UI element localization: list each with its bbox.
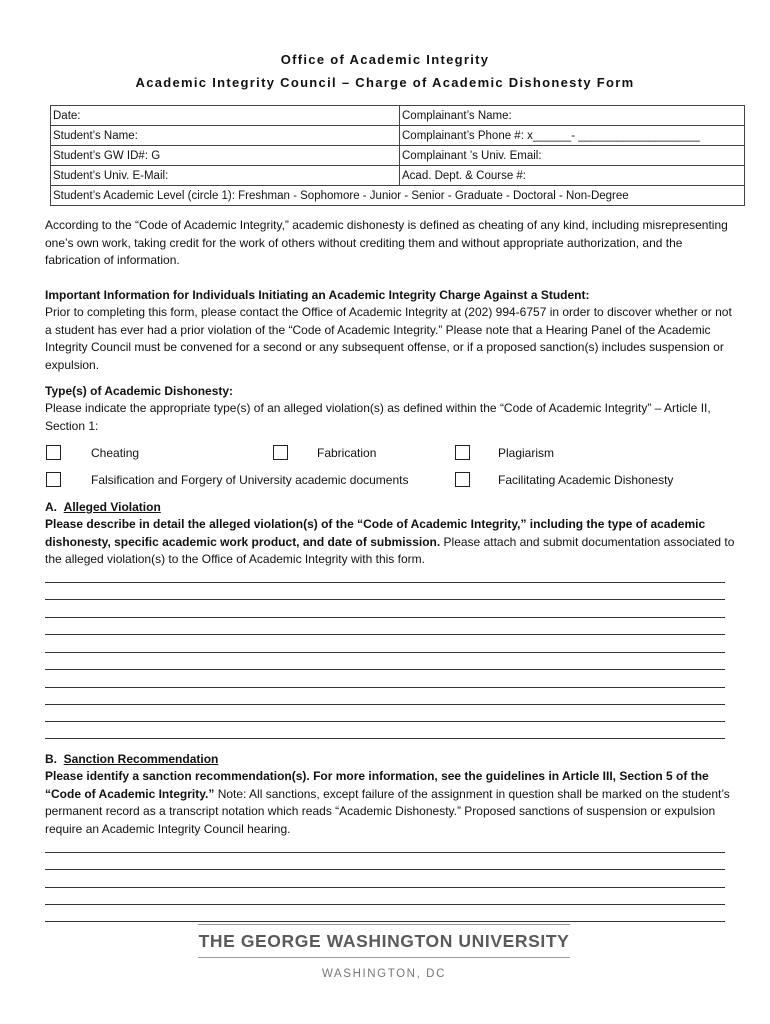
table-row [51, 166, 745, 186]
sanction-answer-line[interactable] [45, 887, 725, 888]
table-row [51, 106, 745, 126]
violation-answer-line[interactable] [45, 669, 725, 670]
fabrication-label: Fabrication [317, 446, 377, 460]
section-b-normal-text: Note: All sanctions, except failure of the assignment in question shall be marked on the student’s permanent record as a transcript notation which reads “Academic Dishonesty.” Proposed sanctions of suspension or expulsion require an Academic Integrity Council hearing. [45, 786, 730, 836]
section-b-title: Sanction Recommendation [63, 752, 219, 766]
cheating-label: Cheating [91, 446, 140, 460]
plagiarism-label: Plagiarism [498, 446, 555, 460]
cheating-checkbox[interactable] [46, 445, 61, 460]
fabrication-checkbox[interactable] [273, 445, 288, 460]
student-name-field[interactable]: Student’s Name: [51, 126, 400, 146]
section-a-normal-text: Please attach and submit documentation associated to the alleged violation(s) to the Office of Academic Integrity with this form. [45, 534, 735, 566]
sanction-answer-line[interactable] [45, 852, 725, 853]
academic-level-field[interactable]: Student’s Academic Level (circle 1): Freshman - Sophomore - Junior - Senior - Graduate - Doctoral - Non-Degree [51, 186, 745, 206]
important-heading: Important Information for Individuals Initiating an Academic Integrity Charge Against a Student: [45, 288, 590, 302]
section-a-heading [45, 499, 735, 517]
complainant-email-field[interactable]: Complainant ’s Univ. Email: [400, 146, 745, 166]
important-body: Prior to completing this form, please contact the Office of Academic Integrity at (202) 994-6757 in order to discover whether or not a student has ever had a prior violation of the “Code of Academic Integrity.” Please note that a Hearing Panel of the Academic Integrity Council must be convened for a second or any subsequent offense, or if a proposed sanction(s) includes suspension or expulsion. [45, 305, 732, 372]
table-row [51, 186, 745, 206]
falsification-checkbox[interactable] [46, 472, 61, 487]
form-title: Academic Integrity Council – Charge of Academic Dishonesty Form [135, 75, 635, 90]
sanction-answer-line[interactable] [45, 904, 725, 905]
student-info-table [50, 105, 745, 206]
facilitating-checkbox[interactable] [455, 472, 470, 487]
plagiarism-checkbox[interactable] [455, 445, 470, 460]
university-city: WASHINGTON, DC [322, 968, 446, 980]
complainant-name-field[interactable]: Complainant’s Name: [400, 106, 745, 126]
violation-answer-line[interactable] [45, 652, 725, 653]
section-b-instructions [45, 768, 735, 838]
violation-answer-line[interactable] [45, 617, 725, 618]
logo-bottom-rule [198, 957, 570, 958]
section-b-bold-text: Please identify a sanction recommendation(s). For more information, see the guidelines in Article III, Section 5 of the “Code of Academic Integrity.” [45, 769, 709, 801]
table-row [51, 146, 745, 166]
section-a-bold-text: Please describe in detail the alleged violation(s) of the “Code of Academic Integrity,” including the type of academic dishonesty, specific academic work product, and date of submission. [45, 517, 706, 549]
violation-answer-line[interactable] [45, 738, 725, 739]
sanction-answer-line[interactable] [45, 869, 725, 870]
violation-answer-line[interactable] [45, 582, 725, 583]
section-b-letter: B. [45, 752, 57, 766]
date-field[interactable]: Date: [51, 106, 400, 126]
gw-logo [198, 924, 570, 980]
section-a-instructions [45, 516, 735, 569]
violation-answer-line[interactable] [45, 634, 725, 635]
violation-answer-line[interactable] [45, 687, 725, 688]
student-email-field[interactable]: Student’s Univ. E-Mail: [51, 166, 400, 186]
violation-answer-line[interactable] [45, 704, 725, 705]
types-instructions: Please indicate the appropriate type(s) of an alleged violation(s) as defined within the “Code of Academic Integrity” – Article II, Section 1: [45, 401, 711, 433]
office-title: Office of Academic Integrity [280, 52, 490, 67]
university-name: THE GEORGE WASHINGTON UNIVERSITY [198, 931, 570, 951]
types-heading: Type(s) of Academic Dishonesty: [45, 384, 234, 398]
violation-answer-line[interactable] [45, 721, 725, 722]
dept-course-field[interactable]: Acad. Dept. & Course #: [400, 166, 745, 186]
facilitating-label: Facilitating Academic Dishonesty [498, 473, 674, 487]
table-row [51, 126, 745, 146]
section-b-heading [45, 751, 735, 769]
violation-answer-line[interactable] [45, 599, 725, 600]
definition-paragraph: According to the “Code of Academic Integrity,” academic dishonesty is defined as cheating of any kind, including misrepresenting one’s own work, taking credit for the work of others without crediting them and without appropriate authorization, and the fabrication of information. [45, 218, 728, 267]
section-a-title: Alleged Violation [63, 500, 161, 514]
complainant-phone-field[interactable]: Complainant’s Phone #: x______- ___________________ [400, 126, 745, 146]
sanction-answer-line[interactable] [45, 921, 725, 922]
section-a-letter: A. [45, 500, 57, 514]
falsification-label: Falsification and Forgery of University academic documents [91, 473, 409, 487]
student-gwid-field[interactable]: Student’s GW ID#: G [51, 146, 400, 166]
